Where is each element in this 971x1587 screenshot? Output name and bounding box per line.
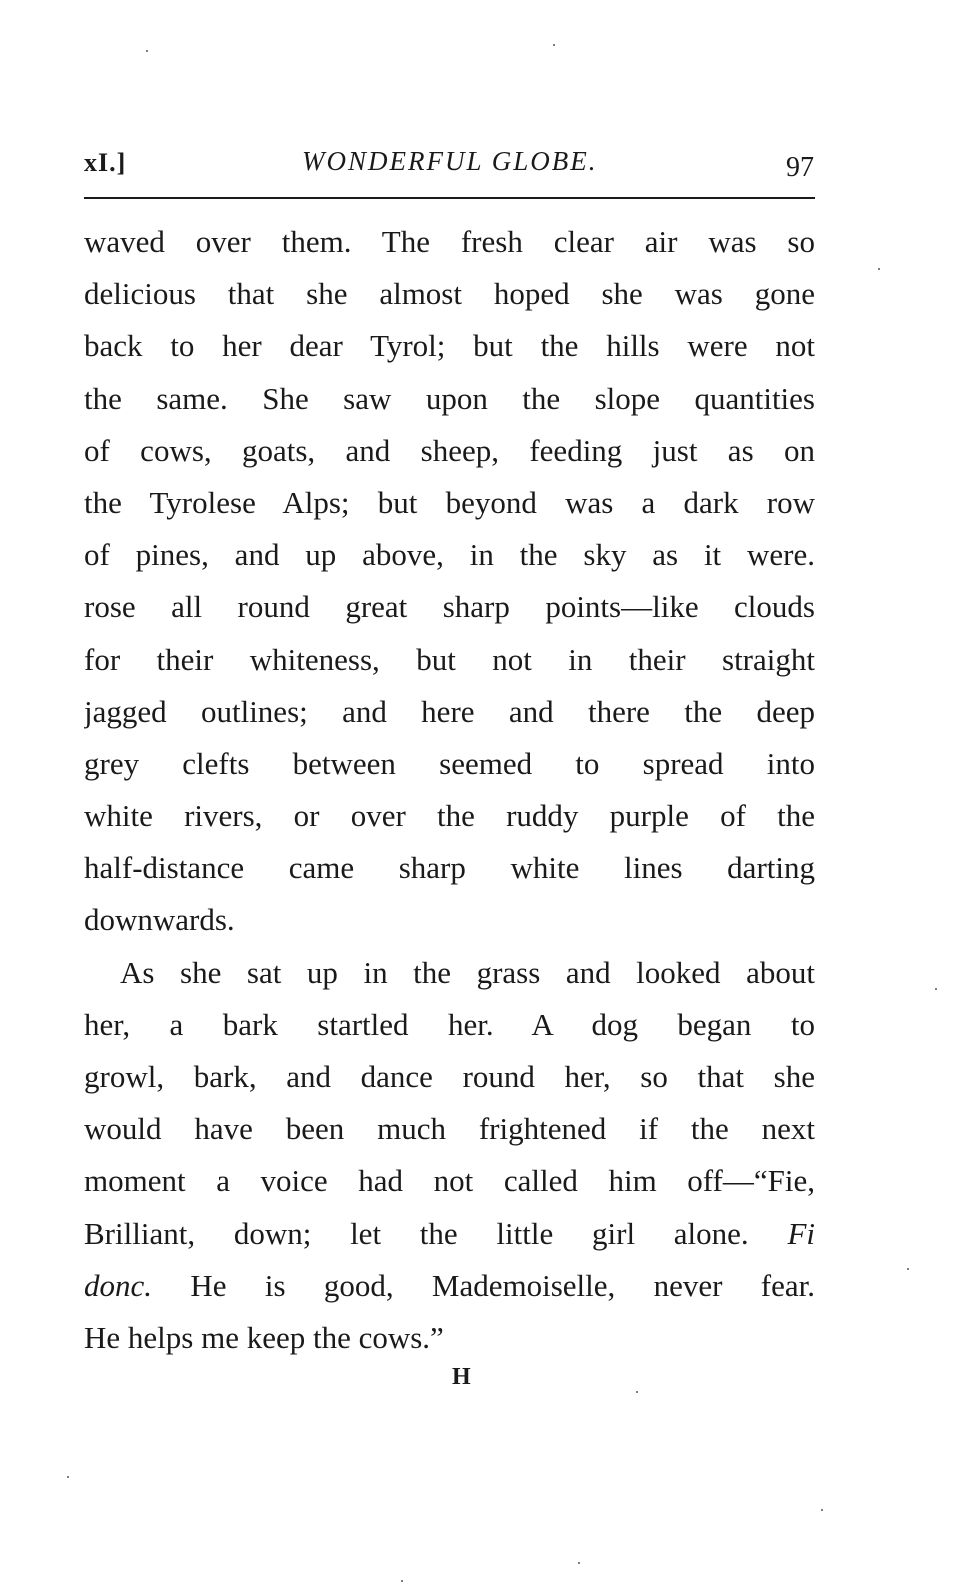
text-line-mixed — [84, 1208, 815, 1260]
italic-phrase: donc. — [84, 1267, 153, 1303]
italic-phrase: Fi — [787, 1215, 815, 1251]
scan-speck — [401, 1580, 403, 1582]
text-line: waved over them. The fresh clear air was so — [84, 224, 815, 259]
scan-speck — [578, 1562, 580, 1564]
signature-mark: H — [452, 1364, 471, 1390]
text-line-mixed — [84, 1260, 815, 1312]
text-line: moment a voice had not called him off—“Fie, — [84, 1163, 815, 1199]
text-line: grey clefts between seemed to spread into — [84, 745, 815, 781]
scan-speck — [878, 268, 880, 270]
paragraph-1 — [84, 216, 815, 947]
text-line: delicious that she almost hoped she was gone — [84, 276, 815, 312]
text-line: jagged outlines; and here and there the deep — [84, 693, 815, 729]
text-line: white rivers, or over the ruddy purple of the — [84, 798, 815, 834]
header-rule — [84, 197, 815, 199]
text-line: growl, bark, and dance round her, so that she — [84, 1059, 815, 1094]
text-line: of cows, goats, and sheep, feeding just as on — [84, 432, 815, 468]
text-line: for their whiteness, but not in their straight — [84, 641, 815, 677]
scan-speck — [146, 50, 148, 52]
text-segment: Brilliant, down; let the little girl alone. — [84, 1215, 749, 1251]
text-line: the same. She saw upon the slope quantities — [84, 380, 815, 416]
scan-speck — [907, 1268, 909, 1270]
text-segment: He is good, Mademoiselle, never fear. — [190, 1267, 815, 1303]
text-line: of pines, and up above, in the sky as it were. — [84, 537, 815, 573]
scan-speck — [821, 1509, 823, 1511]
scan-speck — [553, 44, 555, 46]
running-header — [84, 140, 816, 188]
page-number: 97 — [786, 152, 814, 183]
body-text — [84, 216, 815, 1364]
running-title: WONDERFUL GLOBE. — [302, 146, 598, 176]
text-line: half-distance came sharp white lines darting — [84, 850, 815, 886]
text-line: As she sat up in the grass and looked about — [120, 954, 815, 990]
scan-speck — [636, 1391, 638, 1393]
text-line: He helps me keep the cows.” — [84, 1319, 444, 1355]
text-line: downwards. — [84, 902, 235, 938]
text-line: her, a bark startled her. A dog began to — [84, 1006, 815, 1042]
paragraph-2 — [84, 947, 815, 1365]
text-line: rose all round great sharp points—like clouds — [84, 589, 815, 625]
text-line: the Tyrolese Alps; but beyond was a dark row — [84, 484, 815, 520]
chapter-number: xI.] — [84, 148, 127, 177]
scan-speck — [935, 988, 937, 990]
text-line: would have been much frightened if the next — [84, 1111, 815, 1147]
scan-speck — [67, 1476, 69, 1478]
text-line: back to her dear Tyrol; but the hills were not — [84, 328, 815, 364]
